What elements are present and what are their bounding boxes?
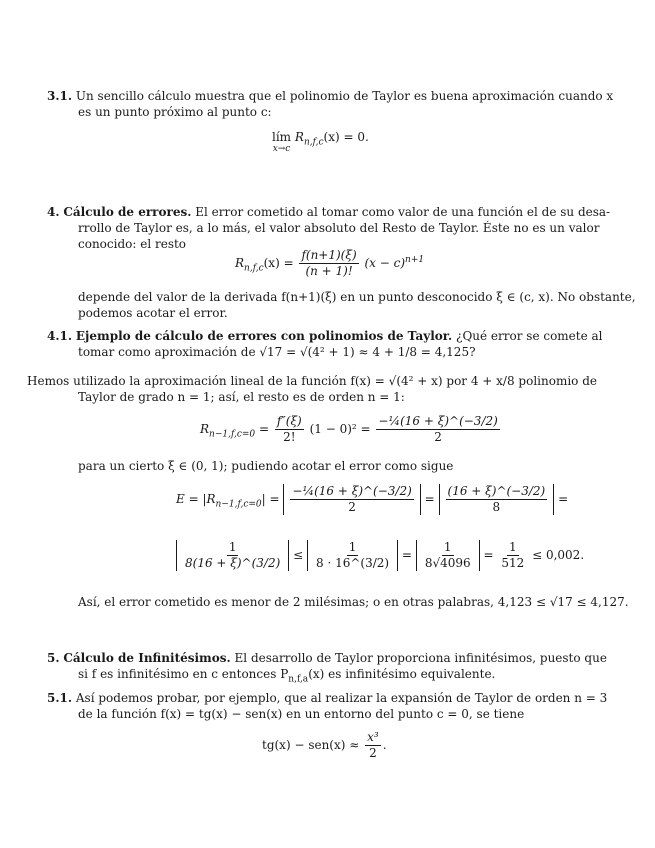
remainder-subscript: n,f,c (303, 137, 324, 148)
section-number: 3.1. (47, 89, 73, 103)
eq3-denominator-4: 512 (501, 556, 525, 570)
eq2-fraction-2 (446, 484, 548, 515)
section-number: 5. (47, 651, 60, 665)
section-4-text-line-5: podemos acotar el error. (78, 306, 228, 320)
remainder-equation (235, 248, 424, 279)
eq3-fraction-2 (314, 540, 391, 571)
section-5-text-line-2 (78, 666, 495, 687)
paragraph-text: Un sencillo cálculo muestra que el polinomio de Taylor es buena aproximación cuando x (75, 89, 614, 103)
paragraph-text: ¿Qué error se comete al (456, 329, 603, 343)
example-text-line-3: para un cierto ξ ∈ (0, 1); pudiendo acotar el error como sigue (78, 459, 454, 473)
eq2-denominator-2: 8 (492, 500, 501, 514)
paragraph-text: El desarrollo de Taylor proporciona infinitésimos, puesto que (234, 651, 607, 665)
eq1-denominator-1: 2! (283, 430, 296, 444)
eq2-fraction-1 (290, 484, 413, 515)
eq1-denominator-2: 2 (434, 430, 442, 444)
limit-operator: lím (272, 130, 292, 144)
remainder-rhs-exponent: n+1 (405, 255, 425, 265)
section-5-line-2-subscript: n,f,a (288, 674, 309, 685)
eq3-numerator-1: 1 (228, 540, 237, 554)
infinitesimal-denominator: 2 (369, 746, 377, 760)
eq3-numerator-4: 1 (508, 540, 517, 554)
infinitesimal-equation (262, 730, 387, 761)
example-text-line-1: Hemos utilizado la aproximación lineal de la función f(x) = √(4² + x) por 4 + x/8 polinomio de (27, 374, 597, 388)
eq3-fraction-3 (423, 540, 473, 571)
example-equation-3: $\frac{1}{8(16 + \xi)\^{}(3/2)}$ ≤ $\frac{1}{8 \cdot 16\^{}(3/2)}$ = $\frac{1}{8√4096}$ = $\frac{1}{512}$ ≤ 0,002. (176, 540, 584, 571)
eq3-numerator-3: 1 (443, 540, 452, 554)
eq2-lhs: E = |R (176, 492, 216, 506)
eq2-lhs-tail: | = (261, 492, 280, 506)
eq3-abs-1 (176, 540, 289, 571)
paragraph-text: Así podemos probar, por ejemplo, que al realizar la expansión de Taylor de orden n = 3 (75, 691, 608, 705)
eq1-numerator-1: f″(ξ) (276, 414, 302, 428)
eq2-denominator-1: 2 (348, 500, 356, 514)
eq1-middle: (1 − 0)² = (309, 422, 371, 436)
section-4-text-line-3: conocido: el resto (78, 237, 187, 251)
eq1-fraction-1 (275, 414, 304, 445)
eq3-fraction-4 (499, 540, 526, 571)
section-4-text-line-1 (47, 204, 610, 220)
eq3-abs-2 (307, 540, 398, 571)
eq2-abs-2 (439, 484, 555, 515)
section-number: 4.1. (47, 329, 73, 343)
section-4-1-text-line-1 (47, 328, 603, 344)
section-5-line-2-tail: (x) es infinitésimo equivalente. (308, 667, 496, 681)
infinitesimal-fraction (365, 730, 381, 761)
section-3-1-text-line-1 (47, 88, 613, 104)
eq3-denominator-3: 8√4096 (424, 556, 471, 570)
section-title: Cálculo de errores. (63, 205, 192, 219)
eq2-numerator-1: −¼(16 + ξ)^(−3/2) (292, 484, 412, 498)
section-4-text-line-2: rrollo de Taylor es, a lo más, el valor absoluto del Resto de Taylor. Éste no es un valor (78, 221, 600, 235)
fraction-numerator: f(n+1)(ξ) (301, 248, 357, 262)
eq1-fraction-2 (376, 414, 499, 445)
remainder-rhs: (x − c) (364, 256, 406, 270)
section-title: Cálculo de Infinitésimos. (63, 651, 231, 665)
remainder-lhs-subscript: n,f,c (244, 263, 264, 274)
section-number: 4. (47, 205, 60, 219)
section-5-1-text-line-1 (47, 690, 607, 706)
section-4-text-line-4: depende del valor de la derivada f(n+1)(ξ) en un punto desconocido ξ ∈ (c, x). No obstante, (78, 290, 636, 304)
example-text-line-2: Taylor de grado n = 1; así, el resto es de orden n = 1: (78, 390, 405, 404)
fraction-denominator: (n + 1)! (305, 264, 353, 278)
section-5-line-2-head: si f es infinitésimo en c entonces P (78, 667, 289, 681)
eq1-lhs: R (200, 422, 210, 436)
section-number: 5.1. (47, 691, 73, 705)
section-3-1-text-line-2: es un punto próximo al punto c: (78, 105, 272, 119)
section-5-1-text-line-2: de la función f(x) = tg(x) − sen(x) en un entorno del punto c = 0, se tiene (78, 707, 525, 721)
limit-tail: (x) = 0. (323, 130, 369, 144)
eq3-abs-3 (416, 540, 480, 571)
eq3-tail: ≤ 0,002. (532, 548, 585, 562)
example-text-line-4: Así, el error cometido es menor de 2 milésimas; o en otras palabras, 4,123 ≤ √17 ≤ 4,127. (78, 595, 629, 609)
remainder-lhs: R (235, 256, 245, 270)
limit-equation (272, 130, 369, 154)
eq1-lhs-subscript: n−1,f,c=0 (209, 429, 256, 440)
eq1-equals: = (255, 422, 273, 436)
section-title: Ejemplo de cálculo de errores con polinomios de Taylor. (75, 329, 453, 343)
infinitesimal-lhs: tg(x) − sen(x) ≈ (262, 738, 360, 752)
eq2-numerator-2: (16 + ξ)^(−3/2) (447, 484, 546, 498)
infinitesimal-numerator: x³ (367, 730, 379, 744)
section-4-1-text-line-2: tomar como aproximación de √17 = √(4² + 1) ≈ 4 + 1/8 = 4,125? (78, 345, 476, 359)
remainder-fraction (299, 248, 358, 279)
example-equation-1 (200, 414, 502, 445)
section-5-text-line-1 (47, 650, 607, 666)
eq3-numerator-2: 1 (348, 540, 357, 554)
paragraph-text: El error cometido al tomar como valor de una función el de su desa- (195, 205, 611, 219)
eq3-denominator-1: 8(16 + ξ)^(3/2) (185, 556, 281, 570)
eq3-fraction-1 (183, 540, 282, 571)
remainder-lhs-tail: (x) = (263, 256, 294, 270)
example-equation-2: $E = |R_{n-1,f,c=0}|$ = $\frac{\text{−¼(16 + ξ)\textasciicircum{}(−3/2)}}{2}$ = $\frac{(16 + \xi)\^{}(-3/2)}{8}$ = (176, 484, 569, 514)
infinitesimal-tail: . (382, 738, 387, 752)
eq3-denominator-2: 8 · 16^(3/2) (316, 556, 390, 570)
limit-subscript: x→c (272, 144, 291, 154)
remainder-symbol: R (294, 130, 304, 144)
eq2-abs-1 (283, 484, 420, 515)
eq2-lhs-subscript: n−1,f,c=0 (215, 499, 262, 510)
eq1-numerator-2: −¼(16 + ξ)^(−3/2) (378, 414, 498, 428)
